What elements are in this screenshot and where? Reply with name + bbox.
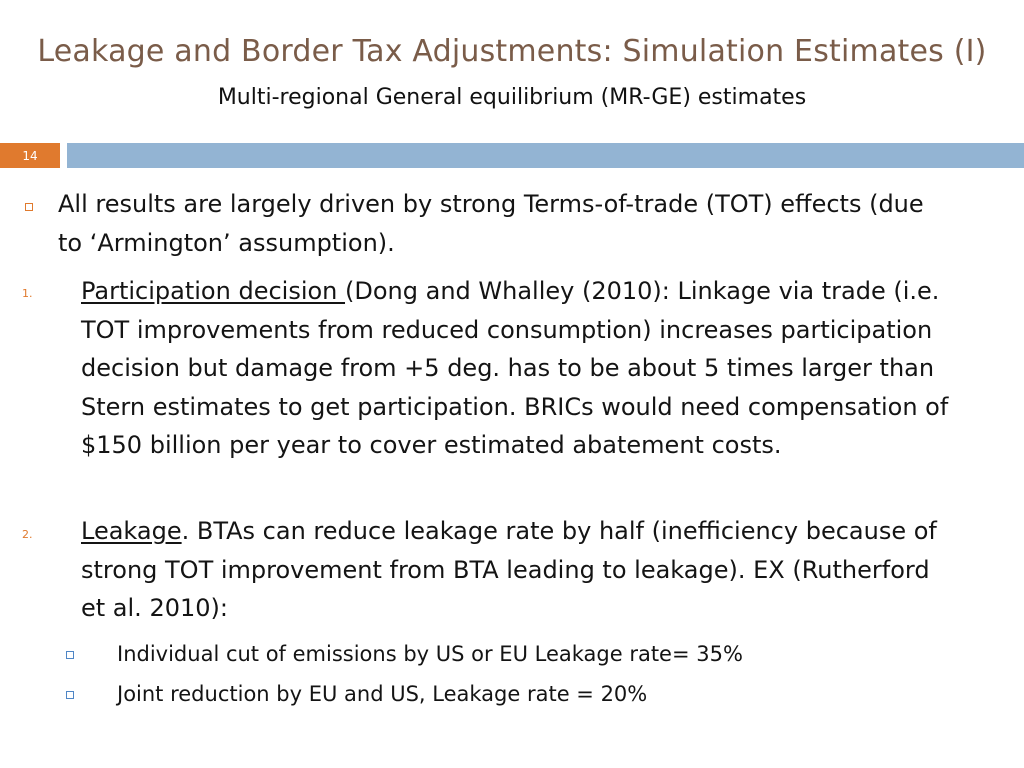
bullet-1-text: All results are largely driven by strong Terms-of-trade (TOT) effects (due to ‘Armington’ assumption). [58,190,924,257]
sub-bullet-2: Joint reduction by EU and US, Leakage rate = 20% [117,682,648,706]
participation-decision-term: Participation decision [81,277,346,305]
leakage-term: Leakage [81,517,182,545]
slide-number-badge [0,143,60,168]
sub-bullet-icon [66,691,74,699]
header-band [67,143,1024,168]
numbered-item-2-text: . BTAs can reduce leakage rate by half (inefficiency because of strong TOT improvement from BTA leading to leakage). EX (Rutherford et al. 2010): [81,517,937,622]
numbered-item-1-text: (Dong and Whalley (2010): Linkage via trade (i.e. TOT improvements from reduced consumption) increases participation decision but damage from +5 deg. has to be about 5 times larger than Stern estimates to get participation. BRICs would need compensation of $150 billion per year to cover estimated abatement costs. [81,277,949,459]
sub-bullet-1: Individual cut of emissions by US or EU Leakage rate= 35% [117,642,743,666]
number-marker-1: 1. [22,287,33,300]
square-bullet-icon [25,203,33,211]
numbered-item-2 [81,512,961,628]
slide-title: Leakage and Border Tax Adjustments: Simulation Estimates (I) [37,34,987,69]
slide-number: 14 [22,148,38,163]
slide-subtitle: Multi-regional General equilibrium (MR-GE) estimates [217,85,807,110]
numbered-item-1 [81,272,976,465]
sub-bullet-icon [66,651,74,659]
number-marker-2: 2. [22,528,33,541]
